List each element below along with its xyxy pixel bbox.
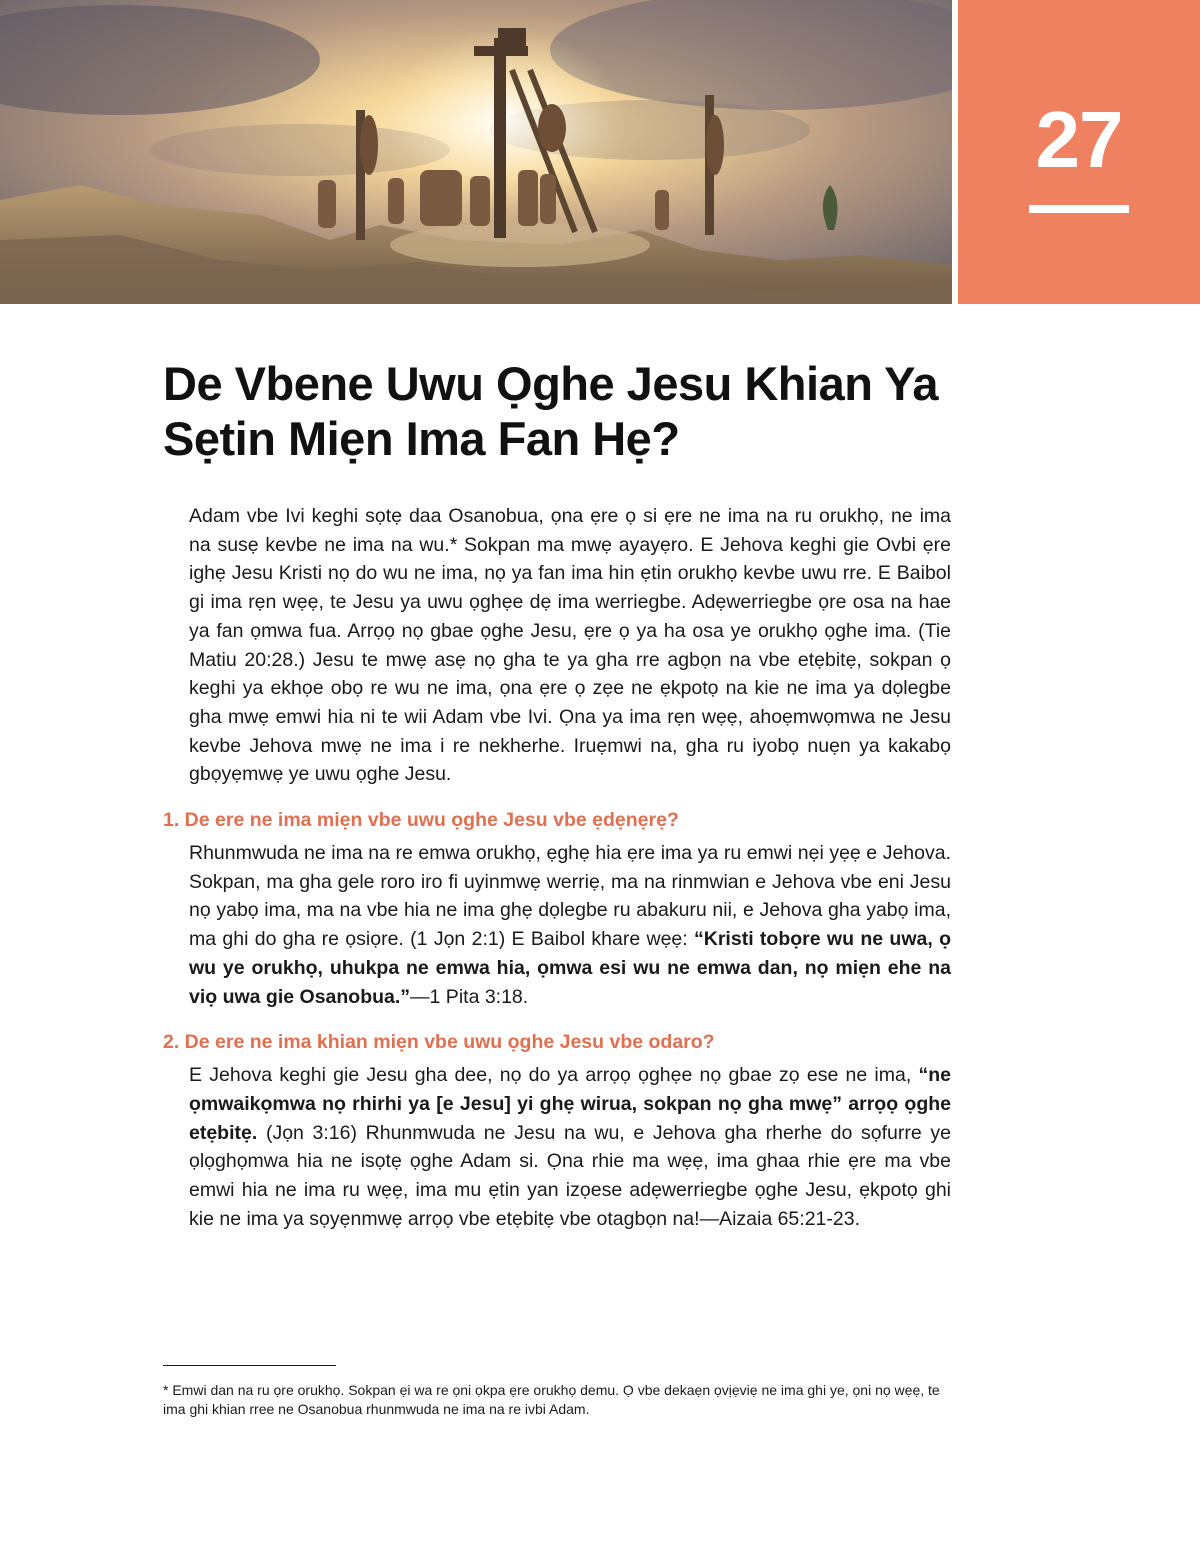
section-2-answer — [189, 1061, 951, 1233]
main-content — [163, 502, 951, 1233]
crucifixion-scene-illustration — [0, 0, 952, 304]
footnote-divider — [163, 1365, 336, 1366]
section-2-question: 2. De ere ne ima khian miẹn vbe uwu ọghe Jesu vbe odaro? — [163, 1031, 715, 1054]
section-1-quote: “Kristi tobọre wu ne uwa, ọ wu ye orukhọ, uhukpa ne emwa hia, ọmwa esi wu ne emwa dan, nọ miẹn ehe na viọ uwa gie Osanobua.” — [189, 928, 951, 1008]
footnote: * Emwi dan na ru ọre orukhọ. Sokpan ẹi wa re ọni ọkpa ẹre orukhọ demu. Ọ vbe dekaẹn ọvịẹviẹ ne ima ghi ye, ọni nọ wẹẹ, te ima ghi khian rree ne Osanobua rhunmwuda ne ima na re ivbi Adam. — [163, 1382, 940, 1417]
section-1-text: Rhunmwuda ne ima na re emwa orukhọ, ẹghẹ hia ẹre ima ya ru emwi nẹi yẹẹ e Jehova. Sokpan, ma gha gele roro iro fi uyinmwẹ werriẹ, ma na rinmwian e Jehova vbe eni Jesu nọ yabọ ima, ma na vbe hia ne ima ghẹ dọlegbe ru abakuru nii, e Jehova gha yabọ ima, ma ghi do gha re ọsiọre. (1 Jọn 2:1) E Baibol khare wẹẹ: — [189, 842, 951, 951]
section-1-question: 1. De ere ne ima miẹn vbe uwu ọghe Jesu vbe ẹdẹnẹrẹ? — [163, 809, 679, 832]
page-title: De Vbene Uwu Ọghe Jesu Khian Ya Sẹtin Miẹn Ima Fan Hẹ? — [163, 357, 939, 465]
section-2-text-a: E Jehova keghi gie Jesu gha dee, nọ do ya arrọọ ọghẹe nọ gbae zọ ese ne ima, — [189, 1064, 919, 1087]
section-1-reference: —1 Pita 3:18. — [410, 985, 529, 1008]
hero-image — [0, 0, 952, 304]
chapter-underline — [1029, 205, 1129, 213]
chapter-number: 27 — [1035, 95, 1123, 184]
chapter-badge — [958, 0, 1200, 304]
intro-paragraph: Adam vbe Ivi keghi sọtẹ daa Osanobua, ọna ẹre ọ si ẹre ne ima na ru orukhọ, ne ima na susẹ kevbe ne ima na wu.* Sokpan ma mwẹ ayayẹro. E Jehova keghi gie Ovbi ẹre ighẹ Jesu Kristi nọ do wu ne ima, nọ ya fan ima hin ẹtin orukhọ kevbe uwu rre. E Baibol gi ima rẹn wẹẹ, te Jesu ya uwu ọghẹe dẹ ima werriegbe. Adẹwerriegbe ọre osa na hae ya fan ọmwa fua. Arrọọ nọ gbae ọghe Jesu, ẹre ọ ya ha osa ye orukhọ ọghe ima. (Tie Matiu 20:28.) Jesu te mwẹ asẹ nọ gha te ya gha rre agbọn na vbe etẹbitẹ, sokpan ọ keghi ya ekhọe obọ re wu ne ima, ọna ẹre ọ zẹe ne ẹkpotọ na kie ne ima ya dọlegbe gha mwẹ emwi hia ni te wii Adam vbe Ivi. Ọna ya ima rẹn wẹẹ, ahoẹmwọmwa ne Jesu kevbe Jehova mwẹ ne ima i re nekherhe. Iruẹmwi na, gha ru iyobọ nuẹn ya kakabọ gbọyẹmwẹ ye uwu ọghe Jesu. — [189, 505, 951, 786]
section-1-answer — [189, 839, 951, 1011]
section-2-text-c: (Jọn 3:16) Rhunmwuda ne Jesu na wu, e Jehova gha rherhe do sọfurre ye ọlọghọmwa hia ne isọtẹ ọghe Adam si. Ọna rhie ma wẹẹ, ima ghaa rhie ẹre ma vbe emwi hia ne ima ru wẹẹ, ima mu ẹtin yan izọese adẹwerriegbe ọghe Jesu, ẹkpotọ ghi kie ne ima ya sọyẹnmwẹ arrọọ vbe etẹbitẹ vbe otagbọn na!—Aizaia 65:21-23. — [189, 1121, 951, 1230]
section-2-quote: “ne ọmwaikọmwa nọ rhirhi ya [e Jesu] yi ghẹ wirua, sokpan nọ gha mwẹ” arrọọ ọghe etẹbitẹ. — [189, 1064, 951, 1144]
